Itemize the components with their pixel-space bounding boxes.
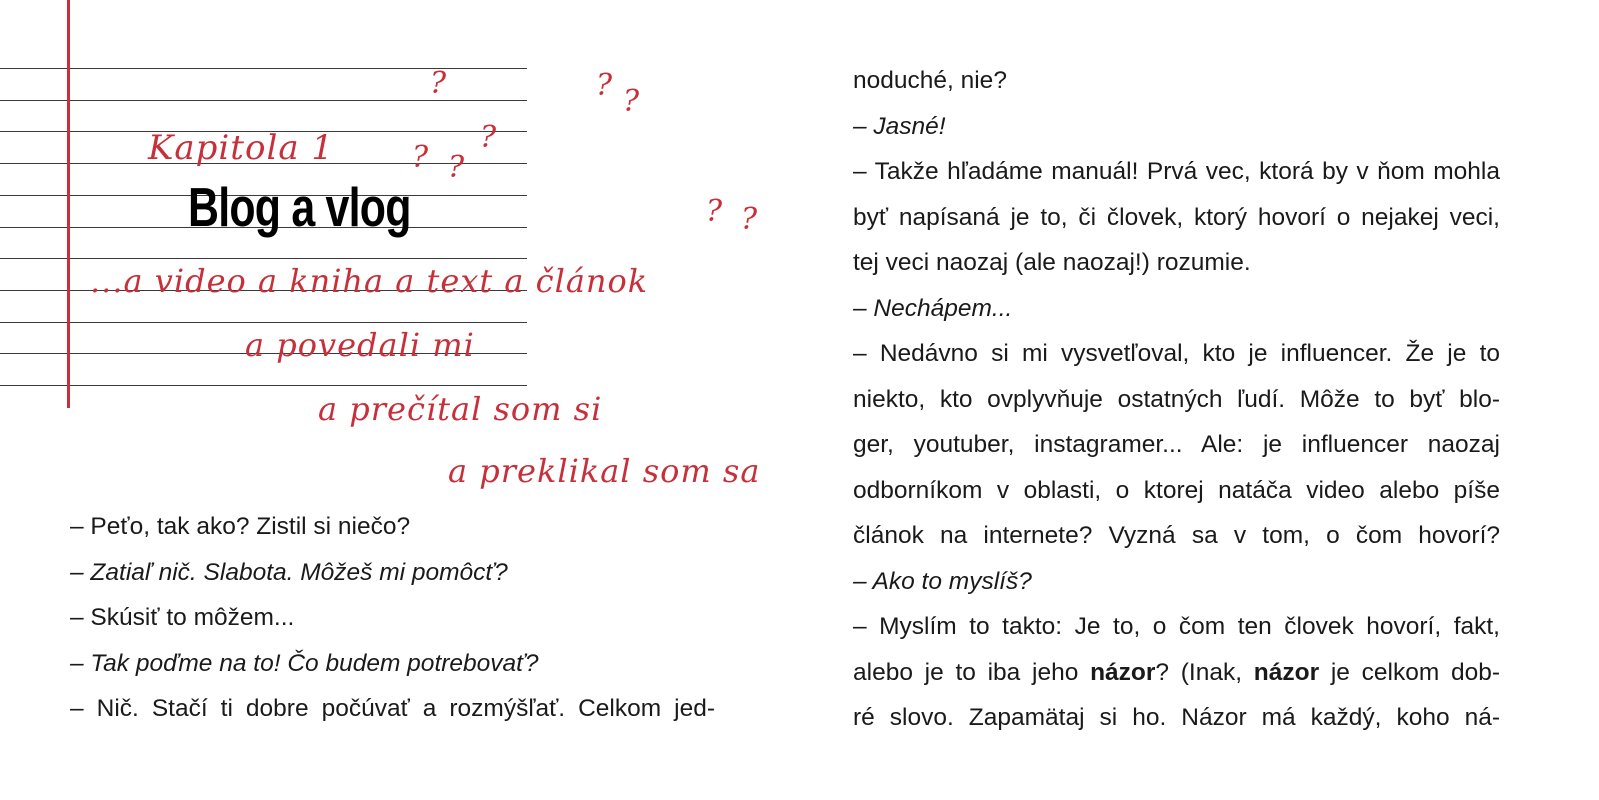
- dialogue-line: – Nedávno si mi vysvetľoval, kto je influencer. Že je to: [853, 340, 1500, 367]
- question-mark-doodle: ?: [412, 140, 429, 175]
- dialogue-line: článok na internete? Vyzná sa v tom, o čom hovorí?: [853, 522, 1500, 549]
- text-run: je celkom dob-: [1319, 658, 1501, 686]
- ruled-line: [0, 322, 527, 323]
- dialogue-text-italic: – Tak poďme na to! Čo budem potrebovať?: [70, 649, 539, 677]
- dialogue-text-italic: – Jasné!: [853, 112, 946, 140]
- ruled-line: [0, 100, 527, 101]
- dialogue-line: – Peťo, tak ako? Zistil si niečo?: [70, 513, 411, 540]
- dialogue-text-italic: – Zatiaľ nič. Slabota. Môžeš mi pomôcť?: [70, 558, 508, 586]
- dialogue-line: [853, 650, 1500, 696]
- chapter-subtitle-line: ...a video a kniha a text a článok: [90, 262, 649, 300]
- question-mark-doodle: ?: [623, 84, 640, 119]
- question-mark-doodle: ?: [448, 150, 465, 185]
- chapter-subtitle-line: a preklikal som sa: [448, 452, 761, 490]
- dialogue-line: odborníkom v oblasti, o ktorej natáča video alebo píše: [853, 476, 1500, 504]
- chapter-subtitle-line: a povedali mi: [245, 326, 475, 364]
- dialogue-line: ger, youtuber, instagramer... Ale: je influencer naozaj: [853, 431, 1500, 458]
- bold-term: názor: [1090, 658, 1156, 686]
- text-run: alebo je to iba jeho: [853, 658, 1091, 686]
- dialogue-line: ré slovo. Zapamätaj si ho. Názor má každý, koho ná-: [853, 704, 1500, 731]
- right-text-column: [853, 58, 1500, 741]
- left-text-column: [70, 504, 715, 732]
- dialogue-line: [853, 559, 1500, 605]
- question-mark-doodle: ?: [596, 68, 613, 103]
- dialogue-line: [853, 104, 1500, 150]
- ruled-line: [0, 68, 527, 69]
- dialogue-text-italic: – Ako to myslíš?: [853, 567, 1032, 595]
- bold-term: názor: [1253, 658, 1320, 686]
- ruled-line: [0, 385, 527, 386]
- chapter-label: Kapitola 1: [148, 128, 335, 168]
- dialogue-line: tej veci naozaj (ale naozaj!) rozumie.: [853, 249, 1251, 276]
- dialogue-text-italic: – Nechápem...: [853, 294, 1013, 322]
- dialogue-line: byť napísaná je to, či človek, ktorý hovorí o nejakej veci,: [853, 203, 1500, 231]
- ruled-line: [0, 258, 527, 259]
- dialogue-line: [70, 550, 715, 596]
- margin-line: [67, 0, 70, 408]
- question-mark-doodle: ?: [741, 202, 758, 237]
- text-run: ? (Inak,: [1155, 658, 1254, 686]
- chapter-subtitle-line: a prečítal som si: [318, 390, 603, 428]
- question-mark-doodle: ?: [706, 194, 723, 229]
- dialogue-line: [853, 286, 1500, 332]
- dialogue-line: – Nič. Stačí ti dobre počúvať a rozmýšľať. Celkom jed-: [70, 695, 715, 722]
- dialogue-line: – Skúsiť to môžem...: [70, 604, 295, 631]
- dialogue-line: [70, 641, 715, 687]
- dialogue-line: niekto, kto ovplyvňuje ostatných ľudí. Môže to byť blo-: [853, 385, 1500, 413]
- question-mark-doodle: ?: [430, 66, 447, 101]
- dialogue-line: – Takže hľadáme manuál! Prvá vec, ktorá by v ňom mohla: [853, 158, 1500, 185]
- chapter-title: Blog a vlog: [188, 176, 411, 238]
- dialogue-line: noduché, nie?: [853, 67, 1007, 94]
- dialogue-line: – Myslím to takto: Je to, o čom ten človek hovorí, fakt,: [853, 613, 1500, 640]
- question-mark-doodle: ?: [480, 120, 497, 155]
